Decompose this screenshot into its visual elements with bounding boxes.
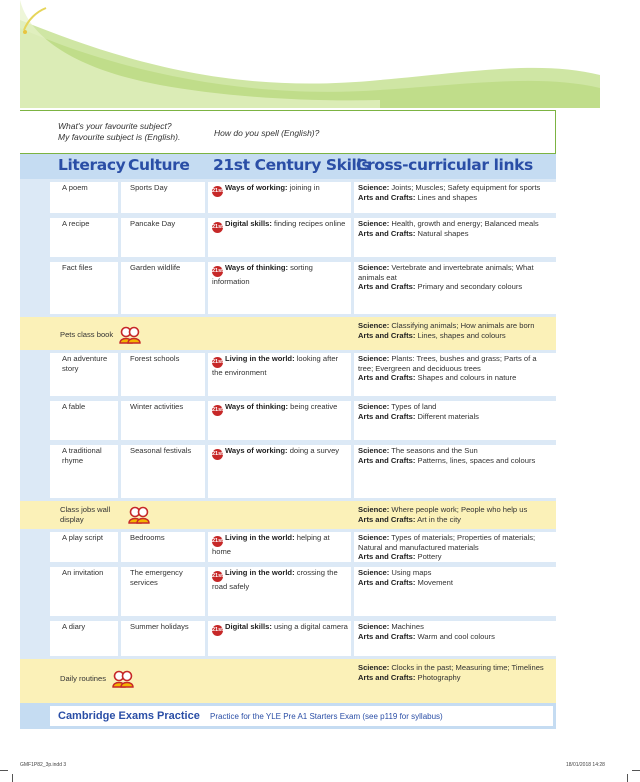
arts-label: Arts and Crafts: [358, 672, 416, 682]
arts-text: Art in the city [415, 514, 461, 524]
arts-label: Arts and Crafts: [358, 455, 416, 465]
skill-label: Ways of working: [225, 183, 288, 192]
skill-text: helping at home [212, 533, 330, 556]
skill-label: Living in the world: [225, 568, 295, 577]
cross-curricular-cell [354, 218, 556, 257]
project-cell [50, 325, 340, 348]
project-cell [50, 669, 340, 700]
arts-text: Warm and cool colours [415, 631, 495, 641]
culture-cell: Garden wildlife [121, 262, 205, 314]
science-label: Science: [358, 533, 390, 542]
arts-label: Arts and Crafts: [358, 330, 416, 340]
arts-label: Arts and Crafts: [358, 411, 416, 421]
crop-mark [12, 774, 13, 782]
cross-curricular-cell [354, 567, 556, 616]
skills-cell [208, 353, 351, 396]
skill-text: finding recipes online [271, 219, 346, 228]
arts-text: Patterns, lines, spaces and colours [415, 455, 536, 465]
project-row [20, 317, 556, 351]
skills-cell [208, 262, 351, 314]
table-row [20, 259, 556, 317]
table-row [20, 442, 556, 501]
skills-cell [208, 621, 351, 656]
skill-label: Living in the world: [225, 354, 295, 363]
cross-curricular-cell [354, 182, 556, 213]
arts-text: Primary and secondary colours [415, 282, 523, 291]
table-row [20, 529, 556, 565]
project-cell [50, 504, 340, 527]
arts-text: Photography [415, 672, 461, 682]
table-row [20, 564, 556, 619]
culture-cell: Summer holidays [121, 621, 205, 656]
science-label: Science: [358, 263, 390, 272]
skill-label: Ways of working: [225, 446, 288, 455]
skill-text: using a digital camera [271, 622, 348, 631]
literacy-cell: An adventure story [50, 353, 118, 396]
skill-text: crossing the road safely [212, 568, 338, 591]
science-label: Science: [358, 505, 390, 514]
intro-question-spell: How do you spell (English)? [214, 128, 320, 138]
literacy-cell: A fable [50, 401, 118, 440]
arts-label: Arts and Crafts: [358, 192, 416, 202]
arts-label: Arts and Crafts: [358, 282, 416, 291]
science-text: The seasons and the Sun [389, 446, 478, 455]
intro-questions-box [20, 110, 556, 154]
footer-file-name: GMF1P82_3p.indd 3 [20, 762, 67, 768]
skills-cell [208, 218, 351, 257]
skill-text: sorting information [212, 263, 313, 286]
arts-label: Arts and Crafts: [358, 514, 416, 524]
science-text: Vertebrate and invertebrate animals; What animals eat [358, 263, 534, 282]
science-text: Health, growth and energy; Balanced meals [389, 219, 539, 228]
21st-century-badge-icon: 21st [212, 186, 223, 197]
cross-curricular-cell [354, 401, 556, 440]
science-label: Science: [358, 354, 390, 363]
cross-curricular-cell [354, 621, 556, 656]
literacy-cell: A diary [50, 621, 118, 656]
table-row [20, 350, 556, 399]
science-text: Plants: Trees, bushes and grass; Parts of a tree; Evergreen and deciduous trees [358, 354, 537, 373]
21st-century-badge-icon: 21st [212, 222, 223, 233]
arts-label: Arts and Crafts: [358, 552, 416, 561]
intro-question-favourite [58, 121, 180, 143]
header-literacy: Literacy [58, 156, 126, 174]
culture-cell: Winter activities [121, 401, 205, 440]
crop-mark [627, 774, 628, 782]
skill-label: Digital skills: [225, 219, 272, 228]
science-text: Clocks in the past; Measuring time; Timelines [389, 663, 544, 672]
arts-text: Lines, shapes and colours [415, 330, 506, 340]
decorative-wave-band [0, 0, 640, 110]
header-cross-curricular-links: Cross-curricular links [356, 156, 533, 174]
science-text: Machines [389, 622, 424, 631]
21st-century-badge-icon: 21st [212, 571, 223, 582]
skill-text: looking after the environment [212, 354, 339, 377]
science-label: Science: [358, 219, 390, 228]
arts-text: Movement [415, 577, 453, 587]
skill-label: Ways of thinking: [225, 263, 288, 272]
arts-label: Arts and Crafts: [358, 228, 416, 238]
science-label: Science: [358, 663, 390, 672]
intro-question-line-1: What's your favourite subject? [58, 121, 172, 131]
skill-label: Living in the world: [225, 533, 295, 542]
cambridge-exams-practice [20, 703, 556, 729]
arts-text: Shapes and colours in nature [415, 373, 517, 382]
skill-label: Ways of thinking: [225, 402, 288, 411]
skills-cell [208, 567, 351, 616]
arts-text: Natural shapes [415, 228, 469, 238]
science-text: Where people work; People who help us [389, 505, 528, 514]
culture-cell: The emergency services [121, 567, 205, 616]
exams-practice-box [50, 706, 553, 726]
group-work-icon [112, 670, 134, 688]
cross-curricular-cell [354, 504, 556, 527]
arts-text: Different materials [415, 411, 479, 421]
intro-question-line-2: My favourite subject is (English). [58, 132, 181, 142]
science-text: Types of materials; Properties of materials; Natural and manufactured materials [358, 533, 536, 552]
header-21st-century-skills: 21st Century Skills [213, 156, 371, 174]
science-label: Science: [358, 622, 390, 631]
21st-century-badge-icon: 21st [212, 405, 223, 416]
skills-cell [208, 445, 351, 498]
culture-cell: Forest schools [121, 353, 205, 396]
culture-cell: Pancake Day [121, 218, 205, 257]
literacy-cell: Fact files [50, 262, 118, 314]
cross-curricular-cell [354, 262, 556, 314]
literacy-cell: A recipe [50, 218, 118, 257]
science-label: Science: [358, 321, 390, 330]
cross-curricular-cell [354, 320, 556, 348]
science-label: Science: [358, 402, 390, 411]
science-text: Using maps [389, 568, 432, 577]
science-label: Science: [358, 446, 390, 455]
footer-date: 18/01/2018 14:28 [566, 762, 605, 768]
cross-curricular-cell [354, 662, 556, 700]
crop-mark [0, 770, 8, 771]
science-text: Classifying animals; How animals are born [389, 321, 535, 330]
21st-century-badge-icon: 21st [212, 625, 223, 636]
literacy-cell: A play script [50, 532, 118, 562]
project-title: Daily routines [60, 674, 107, 683]
skills-cell [208, 401, 351, 440]
exams-practice-text: Practice for the YLE Pre A1 Starters Exam (see p119 for syllabus) [210, 712, 443, 721]
table-row [20, 215, 556, 260]
arts-label: Arts and Crafts: [358, 373, 416, 382]
science-label: Science: [358, 183, 390, 192]
header-culture: Culture [128, 156, 190, 174]
skill-text: doing a survey [287, 446, 340, 455]
culture-cell: Bedrooms [121, 532, 205, 562]
arts-label: Arts and Crafts: [358, 577, 416, 587]
project-row [20, 501, 556, 530]
science-text: Types of land [389, 402, 437, 411]
table-header [20, 154, 556, 179]
culture-cell: Sports Day [121, 182, 205, 213]
science-label: Science: [358, 568, 390, 577]
table-row [20, 179, 556, 216]
skill-label: Digital skills: [225, 622, 272, 631]
arts-text: Pottery [415, 552, 442, 561]
cross-curricular-cell [354, 445, 556, 498]
arts-text: Lines and shapes [415, 192, 478, 202]
exams-practice-title: Cambridge Exams Practice [58, 710, 200, 722]
skills-cell [208, 532, 351, 562]
crop-mark [632, 770, 640, 771]
21st-century-badge-icon: 21st [212, 536, 223, 547]
group-work-icon [119, 326, 141, 344]
literacy-cell: A poem [50, 182, 118, 213]
21st-century-badge-icon: 21st [212, 449, 223, 460]
skills-cell [208, 182, 351, 213]
project-title: Class jobs wall display [60, 505, 111, 524]
literacy-cell: An invitation [50, 567, 118, 616]
table-row [20, 618, 556, 659]
arts-label: Arts and Crafts: [358, 631, 416, 641]
21st-century-badge-icon: 21st [212, 266, 223, 277]
culture-cell: Seasonal festivals [121, 445, 205, 498]
project-row [20, 659, 556, 703]
skill-text: joining in [287, 183, 320, 192]
science-text: Joints; Muscles; Safety equipment for sports [389, 183, 541, 192]
cross-curricular-cell [354, 532, 556, 562]
21st-century-badge-icon: 21st [212, 357, 223, 368]
group-work-icon [128, 506, 150, 524]
skill-text: being creative [288, 402, 338, 411]
literacy-cell: A traditional rhyme [50, 445, 118, 498]
table-row [20, 398, 556, 443]
cross-curricular-cell [354, 353, 556, 396]
project-title: Pets class book [60, 330, 114, 339]
